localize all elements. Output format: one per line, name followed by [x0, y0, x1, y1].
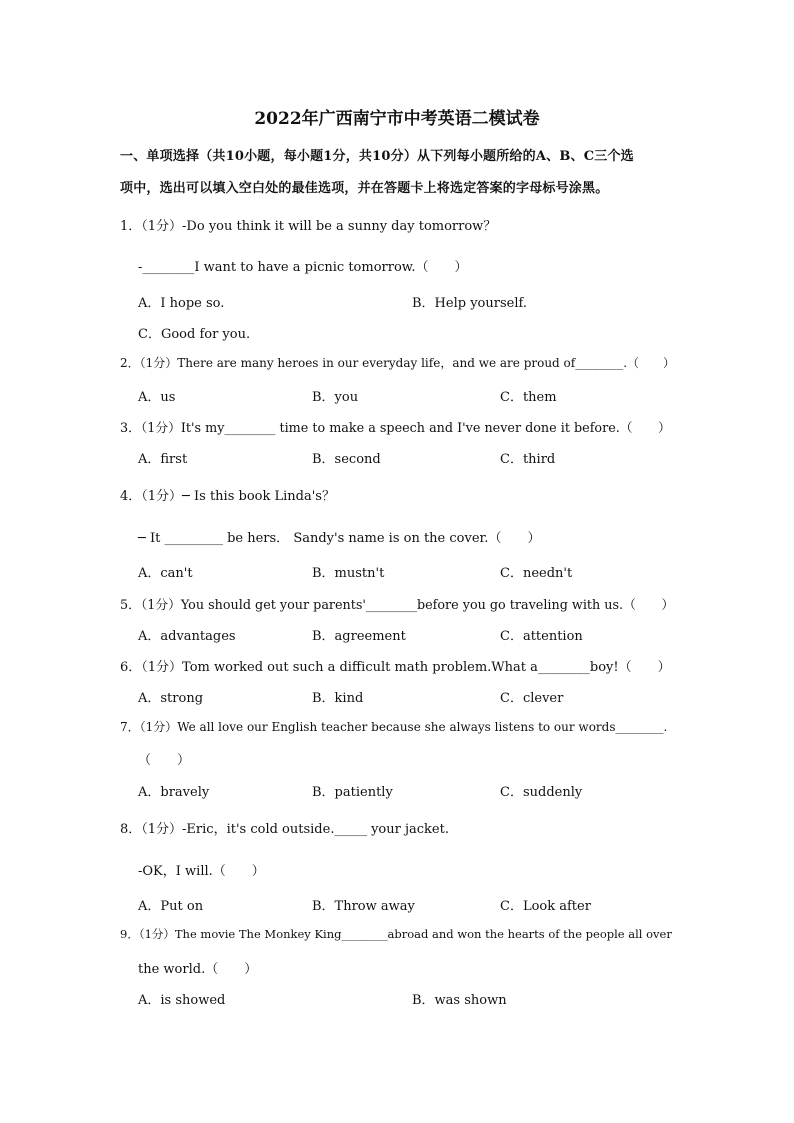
question-4-option-b[interactable]: B．mustn't	[312, 566, 385, 581]
question-9-line2: the world.（ ）	[138, 962, 258, 977]
question-5-option-c[interactable]: C．attention	[500, 629, 583, 644]
question-1-stem: 1．（1分）-Do you think it will be a sunny day tomorrow？	[120, 219, 497, 234]
question-8-stem: 8．（1分）-Eric，it's cold outside._____ your jacket.	[120, 822, 449, 837]
question-2-stem: 2．（1分）There are many heroes in our everyday life，and we are proud of________.（ ）	[120, 356, 676, 370]
question-3-option-b[interactable]: B．second	[312, 452, 381, 467]
question-2-option-c[interactable]: C．them	[500, 390, 557, 405]
question-2-option-b[interactable]: B．you	[312, 390, 359, 405]
question-9-option-b[interactable]: B．was shown	[412, 993, 507, 1008]
question-6-option-b[interactable]: B．kind	[312, 691, 364, 706]
question-6-stem: 6．（1分）Tom worked out such a difficult math problem.What a________boy!（ ）	[120, 660, 671, 675]
question-1-line2: -________I want to have a picnic tomorrow.（ ）	[138, 260, 468, 275]
question-5-option-a[interactable]: A．advantages	[138, 629, 236, 644]
question-5-stem: 5．（1分）You should get your parents'________before you go traveling with us.（ ）	[120, 598, 675, 613]
page-title: 2022年广西南宁市中考英语二模试卷	[254, 109, 540, 129]
question-8-option-c[interactable]: C．Look after	[500, 899, 591, 914]
question-4-option-c[interactable]: C．needn't	[500, 566, 573, 581]
question-5-option-b[interactable]: B．agreement	[312, 629, 406, 644]
question-8-option-a[interactable]: A．Put on	[138, 899, 204, 914]
question-4-option-a[interactable]: A．can't	[138, 566, 193, 581]
section-instructions-line1: 一、单项选择（共10小题，每小题1分，共10分）从下列每小题所给的A、B、C三个选	[120, 149, 634, 164]
question-7-option-b[interactable]: B．patiently	[312, 785, 393, 800]
question-7-option-c[interactable]: C．suddenly	[500, 785, 583, 800]
question-4-stem: 4．（1分）─ Is this book Linda's？	[120, 489, 335, 504]
question-4-line2: ─ It _________ be hers． Sandy's name is on the cover.（ ）	[138, 531, 541, 546]
question-7-line2: （ ）	[138, 753, 191, 768]
question-1-option-c[interactable]: C．Good for you.	[138, 327, 251, 342]
question-6-option-c[interactable]: C．clever	[500, 691, 564, 706]
question-8-line2: -OK，I will.（ ）	[138, 864, 265, 879]
question-8-option-b[interactable]: B．Throw away	[312, 899, 415, 914]
question-2-option-a[interactable]: A．us	[138, 390, 176, 405]
question-9-stem: 9．（1分）The movie The Monkey King________abroad and won the hearts of the people all over	[120, 927, 672, 941]
question-3-option-a[interactable]: A．first	[138, 452, 188, 467]
question-6-option-a[interactable]: A．strong	[138, 691, 204, 706]
section-instructions-line2: 项中，选出可以填入空白处的最佳选项，并在答题卡上将选定答案的字母标号涂黑。	[120, 181, 609, 196]
question-9-option-a[interactable]: A．is showed	[138, 993, 226, 1008]
question-1-option-a[interactable]: A．I hope so.	[138, 296, 225, 311]
question-3-option-c[interactable]: C．third	[500, 452, 556, 467]
question-3-stem: 3．（1分）It's my________ time to make a speech and I've never done it before.（ ）	[120, 421, 671, 436]
question-7-option-a[interactable]: A．bravely	[138, 785, 210, 800]
question-1-option-b[interactable]: B．Help yourself.	[412, 296, 527, 311]
question-7-stem: 7．（1分）We all love our English teacher because she always listens to our words________.	[120, 720, 668, 734]
